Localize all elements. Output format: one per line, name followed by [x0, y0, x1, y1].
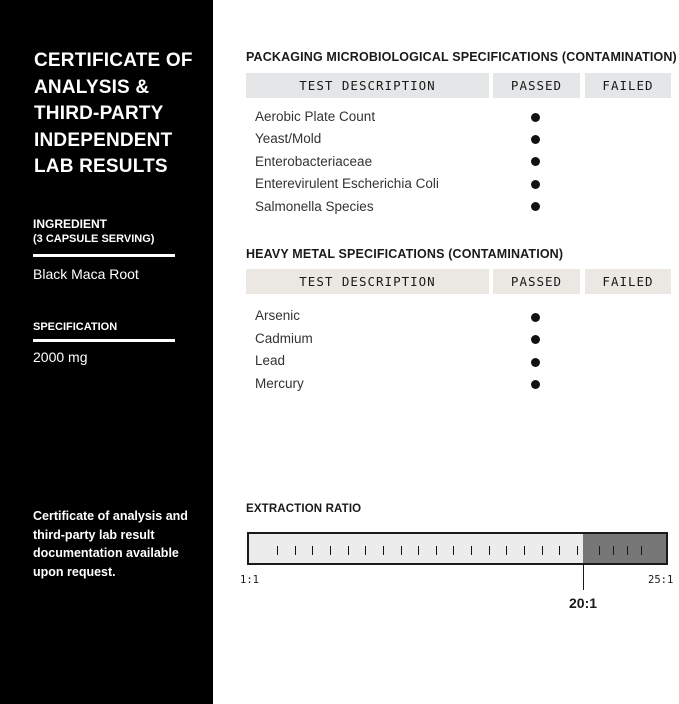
extraction-tick	[559, 546, 560, 555]
metals-row-label: Mercury	[255, 376, 304, 391]
passed-dot	[531, 180, 540, 189]
ingredient-value: Black Maca Root	[33, 266, 139, 282]
extraction-ratio-remainder	[583, 534, 666, 563]
extraction-tick	[524, 546, 525, 555]
microbio-header-passed: PASSED	[493, 73, 580, 98]
specification-label: SPECIFICATION	[33, 321, 118, 333]
extraction-tick	[641, 546, 642, 555]
extraction-tick	[436, 546, 437, 555]
extraction-tick	[348, 546, 349, 555]
metals-title: HEAVY METAL SPECIFICATIONS (CONTAMINATION)	[246, 247, 564, 261]
divider	[33, 254, 175, 257]
metals-row-label: Cadmium	[255, 331, 313, 346]
specification-value: 2000 mg	[33, 349, 88, 365]
extraction-marker-line	[583, 565, 584, 590]
extraction-tick	[383, 546, 384, 555]
serving-label: (3 CAPSULE SERVING)	[33, 233, 155, 245]
microbio-row-label: Enterobacteriaceae	[255, 154, 373, 169]
microbio-row-label: Aerobic Plate Count	[255, 109, 376, 124]
divider	[33, 339, 175, 342]
extraction-tick	[365, 546, 366, 555]
extraction-tick	[330, 546, 331, 555]
passed-dot	[531, 358, 540, 367]
documentation-note: Certificate of analysis and third-party lab result documentation available upon request.	[33, 509, 188, 579]
extraction-tick	[401, 546, 402, 555]
microbio-row-label: Yeast/Mold	[255, 131, 322, 146]
passed-dot	[531, 157, 540, 166]
sidebar	[0, 0, 213, 704]
metals-header-failed: FAILED	[585, 269, 671, 294]
extraction-title: EXTRACTION RATIO	[246, 503, 362, 515]
extraction-tick	[453, 546, 454, 555]
metals-header-passed: PASSED	[493, 269, 580, 294]
extraction-tick	[506, 546, 507, 555]
extraction-tick	[471, 546, 472, 555]
passed-dot	[531, 335, 540, 344]
extraction-ratio-bar	[247, 532, 668, 565]
passed-dot	[531, 135, 540, 144]
metals-header-description: TEST DESCRIPTION	[246, 269, 489, 294]
microbio-title: PACKAGING MICROBIOLOGICAL SPECIFICATIONS (CONTAMINATION)	[246, 50, 677, 64]
passed-dot	[531, 202, 540, 211]
extraction-tick	[542, 546, 543, 555]
microbio-row-label: Enterevirulent Escherichia Coli	[255, 176, 439, 191]
extraction-tick	[277, 546, 278, 555]
metals-row-label: Lead	[255, 353, 286, 368]
metals-row-label: Arsenic	[255, 308, 301, 323]
extraction-value-label: 20:1	[569, 595, 598, 611]
extraction-tick	[599, 546, 600, 555]
extraction-tick	[627, 546, 628, 555]
extraction-tick	[577, 546, 578, 555]
extraction-tick	[295, 546, 296, 555]
extraction-tick	[489, 546, 490, 555]
extraction-max-label: 25:1	[648, 574, 674, 586]
microbio-header-description: TEST DESCRIPTION	[246, 73, 489, 98]
passed-dot	[531, 313, 540, 322]
passed-dot	[531, 380, 540, 389]
microbio-row-label: Salmonella Species	[255, 199, 374, 214]
page-title: CERTIFICATE OF ANALYSIS & THIRD-PARTY INDEPENDENT LAB RESULTS	[34, 50, 193, 177]
extraction-tick	[418, 546, 419, 555]
ingredient-label: INGREDIENT	[33, 217, 108, 231]
passed-dot	[531, 113, 540, 122]
extraction-min-label: 1:1	[240, 574, 259, 586]
extraction-tick	[312, 546, 313, 555]
extraction-tick	[613, 546, 614, 555]
microbio-header-failed: FAILED	[585, 73, 671, 98]
